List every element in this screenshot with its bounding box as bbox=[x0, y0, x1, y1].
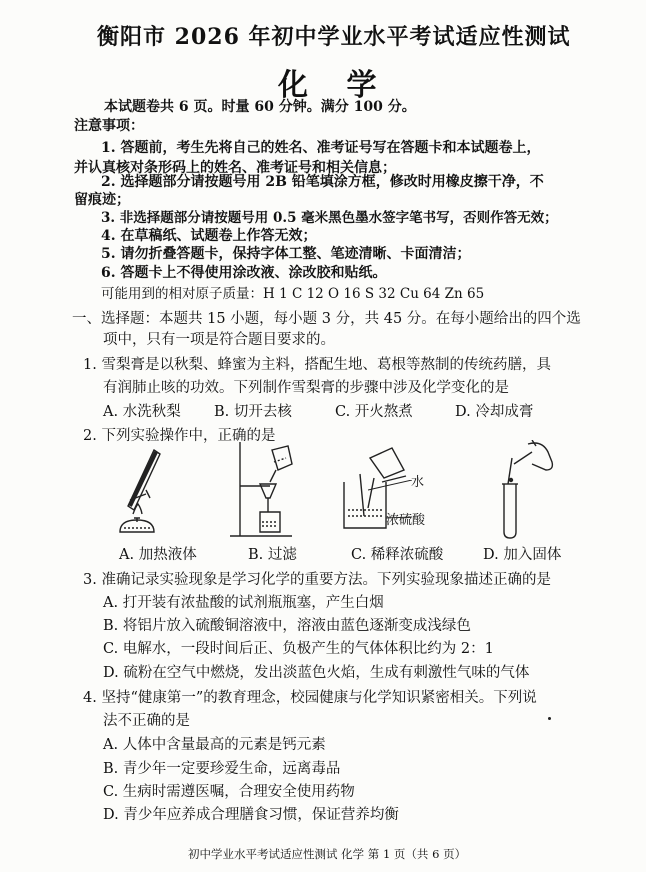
question-4-stem-cont: 法不正确的是 bbox=[103, 713, 190, 729]
label-water: 水 bbox=[411, 475, 425, 490]
question-1-stem: 1. 雪梨膏是以秋梨、蜂蜜为主料，搭配生地、葛根等熬制的传统药膳，具 bbox=[83, 357, 551, 373]
section-heading-cont: 项中，只有一项是符合题目要求的。 bbox=[103, 332, 335, 348]
figure-heating-liquid bbox=[108, 448, 168, 538]
q1-option-d: D. 冷却成膏 bbox=[455, 404, 534, 420]
notice-line: 3. 非选择题部分请按题号用 0.5 毫米黑色墨水签字笔书写，否则作答无效； bbox=[101, 210, 558, 226]
q2-option-c: C. 稀释浓硫酸 bbox=[351, 547, 444, 563]
notice-line: 1. 答题前，考生先将自己的姓名、准考证号写在答题卡和本试题卷上， bbox=[101, 140, 541, 156]
question-4-stem: 4. 坚持“健康第一”的教育理念，校园健康与化学知识紧密相关。下列说 bbox=[83, 690, 537, 706]
notice-line: 5. 请勿折叠答题卡，保持字体工整、笔迹清晰、卡面清洁； bbox=[101, 246, 471, 262]
q1-option-b: B. 切开去核 bbox=[214, 404, 292, 420]
figure-filtration bbox=[226, 440, 301, 540]
exam-info: 本试题卷共 6 页。时量 60 分钟。满分 100 分。 bbox=[104, 99, 416, 115]
subject-title: 化 学 bbox=[278, 68, 391, 103]
question-2-stem: 2. 下列实验操作中，正确的是 bbox=[83, 428, 276, 444]
q1-option-a: A. 水洗秋梨 bbox=[103, 404, 181, 420]
notice-heading: 注意事项： bbox=[74, 118, 144, 134]
label-concentrated-acid: 浓硫酸 bbox=[386, 513, 426, 528]
question-3-stem: 3. 准确记录实验现象是学习化学的重要方法。下列实验现象描述正确的是 bbox=[83, 572, 551, 588]
label-water-leader bbox=[368, 480, 412, 520]
q4-option-b: B. 青少年一定要珍爱生命，远离毒品 bbox=[103, 761, 341, 777]
q3-option-a: A. 打开装有浓盐酸的试剂瓶瓶塞，产生白烟 bbox=[103, 595, 384, 611]
q3-option-c: C. 电解水，一段时间后正、负极产生的气体体积比约为 2：1 bbox=[103, 641, 494, 657]
q1-option-c: C. 开火熬煮 bbox=[335, 404, 413, 420]
atomic-masses: 可能用到的相对原子质量：H 1 C 12 O 16 S 32 Cu 64 Zn 65 bbox=[101, 286, 485, 302]
page-footer: 初中学业水平考试适应性测试 化学 第 1 页（共 6 页） bbox=[188, 847, 467, 861]
q2-option-d: D. 加入固体 bbox=[483, 547, 562, 563]
section-heading: 一、选择题：本题共 15 小题，每小题 3 分，共 45 分。在每小题给出的四个选 bbox=[72, 311, 581, 327]
figure-adding-solid bbox=[492, 440, 562, 540]
stray-mark bbox=[548, 717, 551, 720]
question-1-stem-cont: 有润肺止咳的功效。下列制作雪梨膏的步骤中涉及化学变化的是 bbox=[103, 380, 509, 396]
q3-option-b: B. 将铝片放入硫酸铜溶液中，溶液由蓝色逐渐变成浅绿色 bbox=[103, 618, 471, 634]
notice-line: 4. 在草稿纸、试题卷上作答无效； bbox=[101, 228, 317, 244]
exam-title: 衡阳市 2026 年初中学业水平考试适应性测试 bbox=[97, 24, 571, 50]
notice-line: 6. 答题卡上不得使用涂改液、涂改胶和贴纸。 bbox=[101, 265, 387, 281]
notice-line: 并认真核对条形码上的姓名、准考证号和相关信息； bbox=[74, 160, 396, 176]
notice-line: 留痕迹； bbox=[74, 192, 130, 208]
q4-option-d: D. 青少年应养成合理膳食习惯，保证营养均衡 bbox=[103, 807, 399, 823]
q4-option-c: C. 生病时需遵医嘱，合理安全使用药物 bbox=[103, 784, 355, 800]
q3-option-d: D. 硫粉在空气中燃烧，发出淡蓝色火焰，生成有刺激性气味的气体 bbox=[103, 665, 530, 681]
q2-option-b: B. 过滤 bbox=[248, 547, 297, 563]
q4-option-a: A. 人体中含量最高的元素是钙元素 bbox=[103, 737, 326, 753]
q2-option-a: A. 加热液体 bbox=[119, 547, 197, 563]
notice-line: 2. 选择题部分请按题号用 2B 铅笔填涂方框，修改时用橡皮擦干净，不 bbox=[101, 174, 544, 190]
